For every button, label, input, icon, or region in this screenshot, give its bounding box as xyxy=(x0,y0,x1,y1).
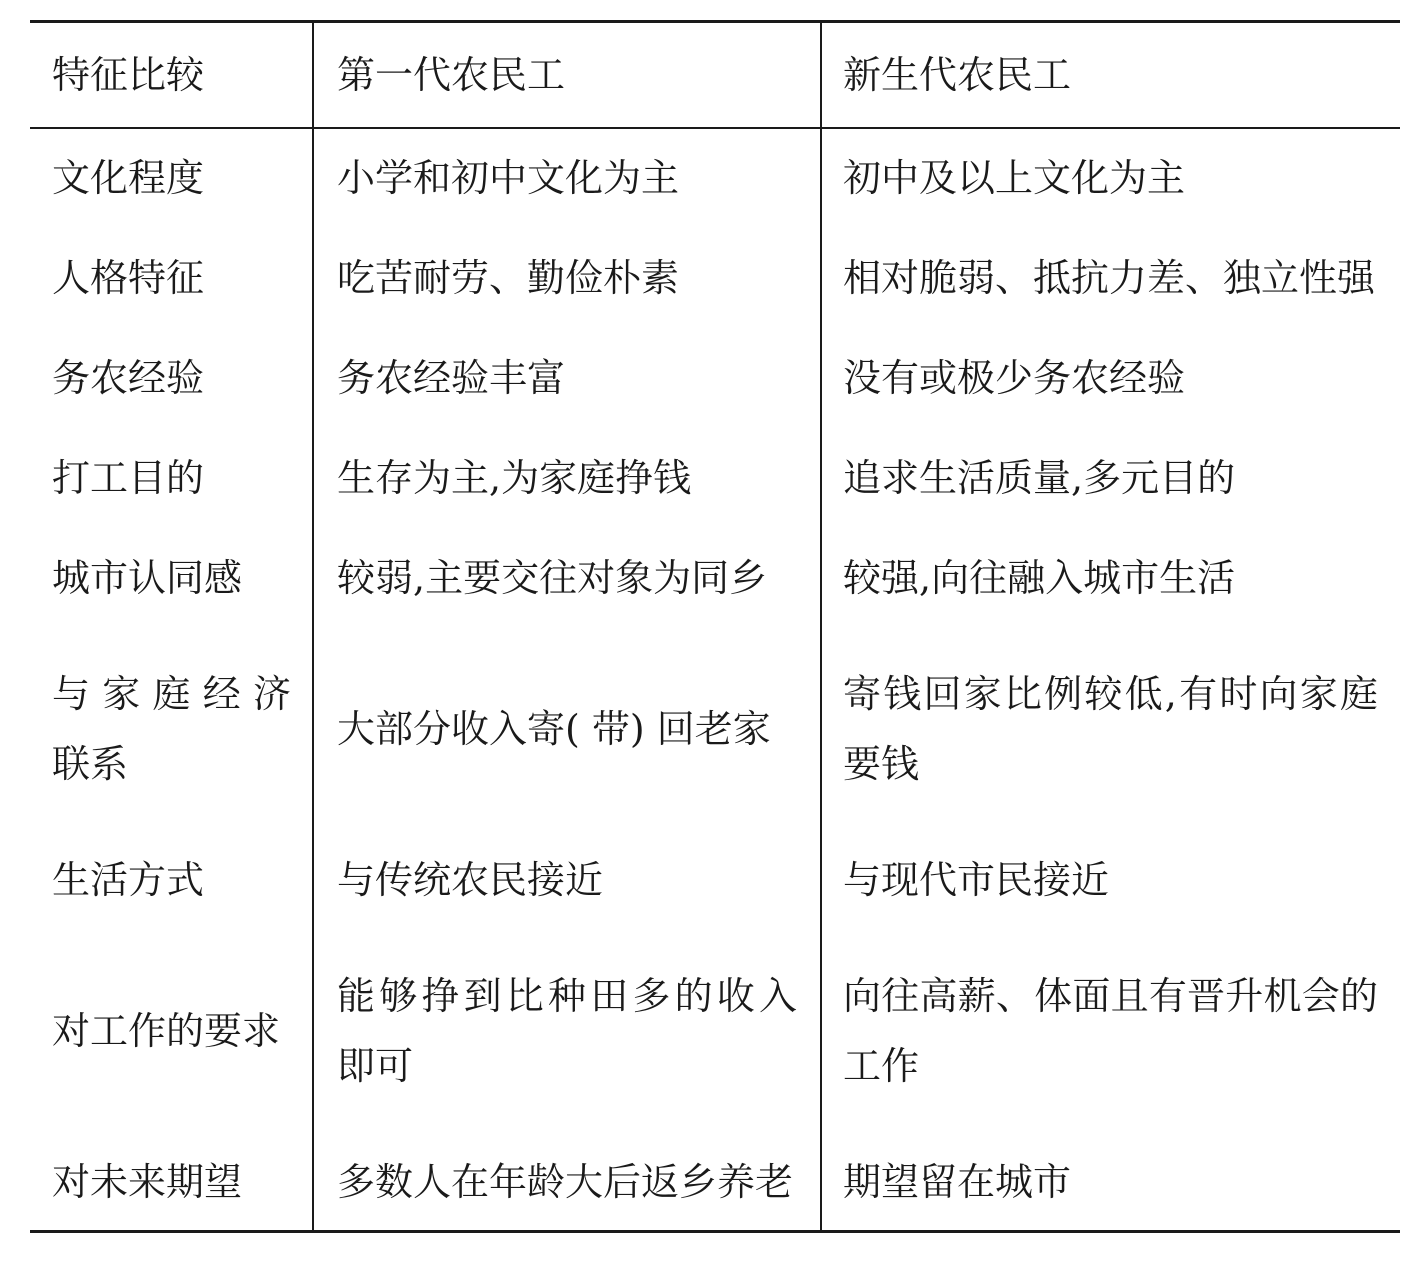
cell-new-generation xyxy=(821,1132,1400,1232)
cell-text: 生存为主,为家庭挣钱 xyxy=(337,456,692,500)
cell-text: 能够挣到比种田多的收入 xyxy=(337,974,797,1018)
cell-text: 要钱 xyxy=(843,742,920,786)
cell-text: 务农经验丰富 xyxy=(337,356,566,400)
cell-text: 大部分收入寄( 带) 回老家 xyxy=(337,707,771,751)
cell-new-generation xyxy=(821,128,1400,228)
cell-text: 较强,向往融入城市生活 xyxy=(843,556,1236,600)
cell-text: 初中及以上文化为主 xyxy=(843,156,1186,200)
cell-text: 生活方式 xyxy=(52,858,205,902)
cell-text: 向往高薪、体面且有晋升机会的 xyxy=(843,974,1378,1018)
cell-new-generation xyxy=(821,328,1400,428)
cell-new-generation xyxy=(821,428,1400,528)
cell-first-generation xyxy=(313,328,821,428)
cell-feature xyxy=(30,1132,313,1232)
header-text: 新生代农民工 xyxy=(843,53,1072,97)
cell-feature xyxy=(30,328,313,428)
cell-text: 人格特征 xyxy=(52,256,205,300)
cell-feature xyxy=(30,830,313,930)
cell-text: 相对脆弱、抵抗力差、独立性强 xyxy=(843,256,1376,300)
header-text: 第一代农民工 xyxy=(337,53,566,97)
comparison-table xyxy=(30,22,1400,1232)
cell-text: 多数人在年龄大后返乡养老 xyxy=(337,1160,794,1204)
cell-text: 期望留在城市 xyxy=(843,1160,1072,1204)
cell-text: 对未来期望 xyxy=(52,1160,243,1204)
cell-feature xyxy=(30,428,313,528)
cell-text: 较弱,主要交往对象为同乡 xyxy=(337,556,768,600)
cell-text: 追求生活质量,多元目的 xyxy=(843,456,1236,500)
header-cell-feature xyxy=(30,22,313,128)
cell-text: 城市认同感 xyxy=(52,556,243,600)
cell-new-generation xyxy=(821,228,1400,328)
cell-text: 联系 xyxy=(52,742,129,786)
cell-feature xyxy=(30,528,313,628)
cell-new-generation xyxy=(821,830,1400,930)
header-cell-new-generation xyxy=(821,22,1400,128)
cell-first-generation xyxy=(313,628,821,830)
cell-first-generation xyxy=(313,128,821,228)
cell-text: 吃苦耐劳、勤俭朴素 xyxy=(337,256,680,300)
cell-text: 即可 xyxy=(337,1044,414,1088)
cell-text: 没有或极少务农经验 xyxy=(843,356,1186,400)
cell-text: 对工作的要求 xyxy=(52,1009,281,1053)
cell-feature xyxy=(30,628,313,830)
cell-text: 文化程度 xyxy=(52,156,205,200)
cell-text: 工作 xyxy=(843,1044,920,1088)
cell-feature xyxy=(30,228,313,328)
cell-new-generation xyxy=(821,528,1400,628)
cell-text: 打工目的 xyxy=(52,456,205,500)
cell-text: 务农经验 xyxy=(52,356,205,400)
cell-text: 寄钱回家比例较低,有时向家庭 xyxy=(843,672,1378,716)
cell-text: 与家庭经济 xyxy=(52,672,291,716)
cell-first-generation xyxy=(313,428,821,528)
cell-first-generation xyxy=(313,228,821,328)
header-text: 特征比较 xyxy=(52,53,205,97)
cell-first-generation xyxy=(313,930,821,1132)
cell-feature xyxy=(30,128,313,228)
cell-text: 与传统农民接近 xyxy=(337,858,604,902)
cell-first-generation xyxy=(313,528,821,628)
header-cell-first-generation xyxy=(313,22,821,128)
cell-new-generation xyxy=(821,628,1400,830)
cell-text: 小学和初中文化为主 xyxy=(337,156,680,200)
cell-first-generation xyxy=(313,1132,821,1232)
cell-feature xyxy=(30,930,313,1132)
cell-text: 与现代市民接近 xyxy=(843,858,1110,902)
cell-first-generation xyxy=(313,830,821,930)
cell-new-generation xyxy=(821,930,1400,1132)
